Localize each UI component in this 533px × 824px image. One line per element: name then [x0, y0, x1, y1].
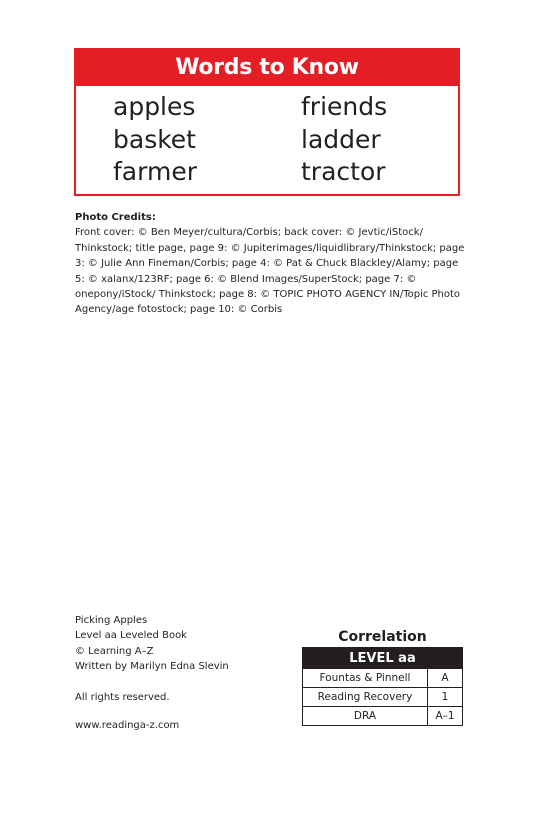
value-cell: A	[428, 669, 463, 688]
website-url: www.readinga-z.com	[75, 720, 180, 731]
word-item: ladder	[301, 125, 381, 154]
system-cell: Reading Recovery	[303, 688, 428, 707]
copyright: © Learning A–Z	[75, 645, 154, 657]
words-to-know-box	[74, 48, 460, 196]
author: Written by Marilyn Edna Slevin	[75, 661, 229, 673]
level-header: LEVEL aa	[303, 648, 463, 669]
table-row	[303, 688, 463, 707]
correlation-table	[302, 647, 463, 726]
table-row	[303, 669, 463, 688]
photo-credits-text: Front cover: © Ben Meyer/cultura/Corbis; back cover: © Jevtic/iStock/ Thinkstock; title page, page 9: © Jupiterimages/liquidlibrary/Thinkstock; page 3: © Julie Ann Fineman/Corbis; page 4: © Pat & Chuck Blackley/Alamy; page 5: © xalanx/123RF; page 6: © Blend Images/SuperStock; page 7: © onepony/iStock/ Thinkstock; page 8: © TOPIC PHOTO AGENCY IN/Topic Photo Agency/age fotostock; page 10: © Corbis	[75, 227, 465, 316]
value-cell: 1	[428, 688, 463, 707]
word-item: farmer	[113, 157, 197, 186]
photo-credits-title: Photo Credits:	[75, 212, 156, 223]
table-header-row	[303, 648, 463, 669]
table-row	[303, 707, 463, 726]
word-item: apples	[113, 92, 196, 121]
book-title: Picking Apples	[75, 615, 148, 626]
book-level: Level aa Leveled Book	[75, 630, 187, 642]
correlation-title: Correlation	[338, 629, 427, 645]
word-item: tractor	[301, 157, 386, 186]
photo-credits	[75, 210, 465, 318]
word-item: basket	[113, 125, 196, 154]
words-to-know-title: Words to Know	[76, 50, 458, 86]
word-list	[76, 86, 458, 194]
value-cell: A–1	[428, 707, 463, 726]
rights-reserved: All rights reserved.	[75, 692, 170, 703]
system-cell: DRA	[303, 707, 428, 726]
system-cell: Fountas & Pinnell	[303, 669, 428, 688]
word-item: friends	[301, 92, 388, 121]
book-info	[75, 613, 285, 675]
